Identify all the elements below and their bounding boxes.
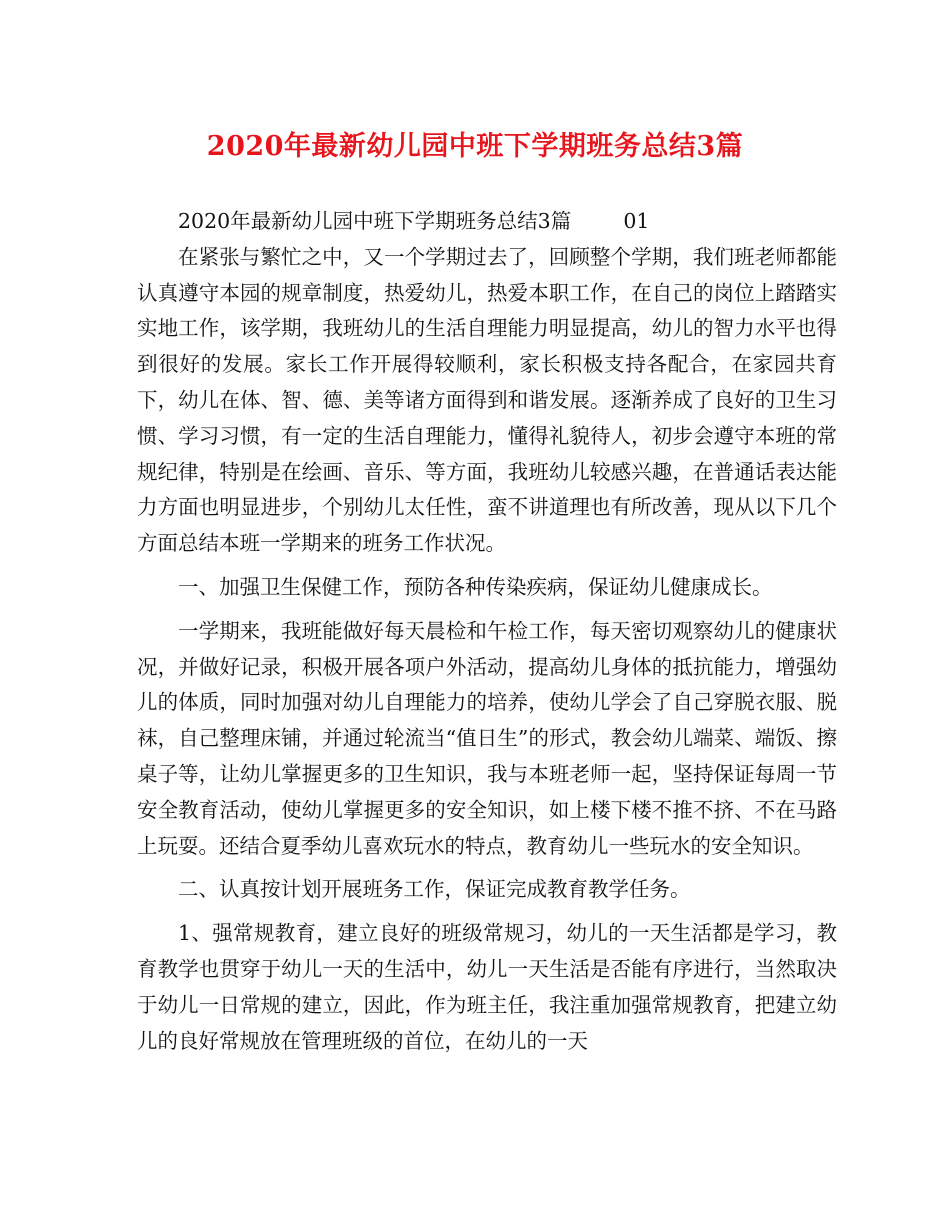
paragraph-health: 一学期来，我班能做好每天晨检和午检工作，每天密切观察幼儿的健康状况，并做好记录，积极开展各项户外活动，提高幼儿身体的抵抗能力，增强幼儿的体质，同时加强对幼儿自理能力的培养，使幼儿学会了自己穿脱衣服、脱袜，自己整理床铺，并通过轮流当“值日生”的形式，教会幼儿端菜、端饭、擦桌子等，让幼儿掌握更多的卫生知识，我与本班老师一起，坚持保证每周一节安全教育活动，使幼儿掌握更多的安全知识，如上楼下楼不推不挤、不在马路上玩耍。还结合夏季幼儿喜欢玩水的特点，教育幼儿一些玩水的安全知识。 bbox=[137, 618, 837, 858]
subtitle-text: 2020年最新幼儿园中班下学期班务总结3篇 bbox=[178, 209, 572, 233]
section-heading-1: 一、加强卫生保健工作，预防各种传染疾病，保证幼儿健康成长。 bbox=[178, 574, 773, 599]
document-body bbox=[137, 204, 837, 1059]
document-title: 2020年最新幼儿园中班下学期班务总结3篇 bbox=[206, 131, 744, 162]
subtitle-line bbox=[137, 204, 837, 240]
subtitle-number: 01 bbox=[623, 209, 650, 233]
paragraph-routine: 1、强常规教育，建立良好的班级常规习，幼儿的一天生活都是学习，教育教学也贯穿于幼儿一天的生活中，幼儿一天生活是否能有序进行，当然取决于幼儿一日常规的建立，因此，作为班主任，我注重加强常规教育，把建立幼儿的良好常规放在管理班级的首位，在幼儿的一天 bbox=[137, 921, 837, 1053]
paragraph-intro: 在紧张与繁忙之中，又一个学期过去了，回顾整个学期，我们班老师都能认真遵守本园的规章制度，热爱幼儿，热爱本职工作，在自己的岗位上踏踏实实地工作，该学期，我班幼儿的生活自理能力明显提高，幼儿的智力水平也得到很好的发展。家长工作开展得较顺利，家长积极支持各配合，在家园共育下，幼儿在体、智、德、美等诸方面得到和谐发展。逐渐养成了良好的卫生习惯、学习习惯，有一定的生活自理能力，懂得礼貌待人，初步会遵守本班的常规纪律，特别是在绘画、音乐、等方面，我班幼儿较感兴趣，在普通话表达能力方面也明显进步，个别幼儿太任性，蛮不讲道理也有所改善，现从以下几个方面总结本班一学期来的班务工作状况。 bbox=[137, 244, 837, 556]
section-heading-2: 二、认真按计划开展班务工作，保证完成教育教学任务。 bbox=[178, 877, 691, 902]
